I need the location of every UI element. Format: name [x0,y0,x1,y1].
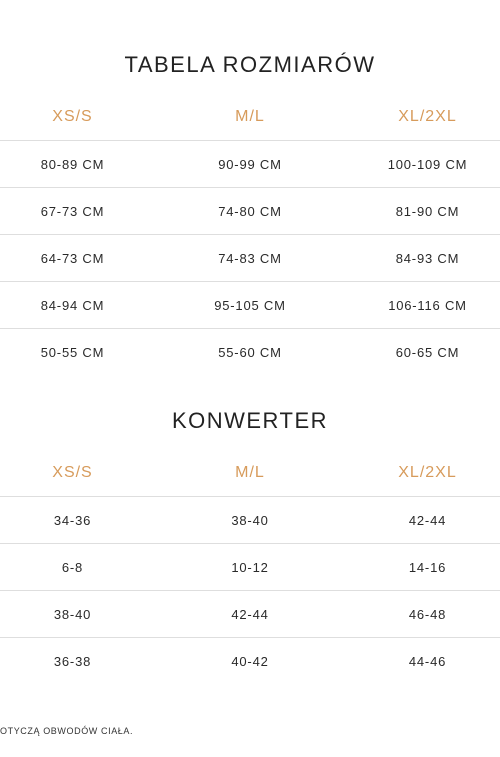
header-xl-2xl: XL/2XL [355,450,500,497]
size-chart-table [0,94,500,375]
table-cell: 42-44 [355,497,500,544]
table-cell: 84-94 CM [0,282,145,329]
table-cell: 40-42 [231,653,269,669]
table-cell: 38-40 [0,591,145,638]
table-cell: 67-73 CM [0,188,145,235]
table-cell: 38-40 [145,497,355,544]
table-row [0,235,500,282]
table-row [0,497,500,544]
table-cell: 100-109 CM [355,141,500,188]
table-cell: 81-90 CM [355,188,500,235]
table-cell: 64-73 CM [0,235,145,282]
table-row [0,141,500,188]
table-cell: 95-105 CM [145,282,355,329]
converter-title: KONWERTER [171,408,329,433]
table-cell: 60-65 CM [395,344,460,360]
table-cell: 90-99 CM [145,141,355,188]
table-cell: 14-16 [355,544,500,591]
header-m-l: M/L [145,450,355,497]
table-row [0,188,500,235]
table-row [0,638,500,685]
table-row [0,329,500,376]
table-cell: 84-93 CM [355,235,500,282]
header-m-l: M/L [145,94,355,141]
table-cell: 46-48 [355,591,500,638]
table-cell: 42-44 [145,591,355,638]
table-cell: 74-80 CM [145,188,355,235]
table-row [0,282,500,329]
table-cell: 34-36 [0,497,145,544]
converter-table [0,450,500,684]
size-chart-title: TABELA ROZMIARÓW [124,52,376,77]
table-cell: 44-46 [408,653,447,669]
header-xl-2xl: XL/2XL [355,94,500,141]
table-cell: 74-83 CM [145,235,355,282]
table-row [0,591,500,638]
table-cell: 55-60 CM [218,344,282,360]
table-cell: 50-55 CM [40,344,105,360]
table-cell: 6-8 [0,544,145,591]
table-header-row [0,450,500,497]
table-cell: 106-116 CM [355,282,500,329]
header-xs-s: XS/S [0,450,145,497]
table-cell: 36-38 [53,653,92,669]
footnote-text: OTYCZĄ OBWODÓW CIAŁA. [0,726,134,736]
table-cell: 80-89 CM [0,141,145,188]
header-xs-s: XS/S [0,94,145,141]
table-header-row [0,94,500,141]
table-row [0,544,500,591]
table-cell: 10-12 [145,544,355,591]
